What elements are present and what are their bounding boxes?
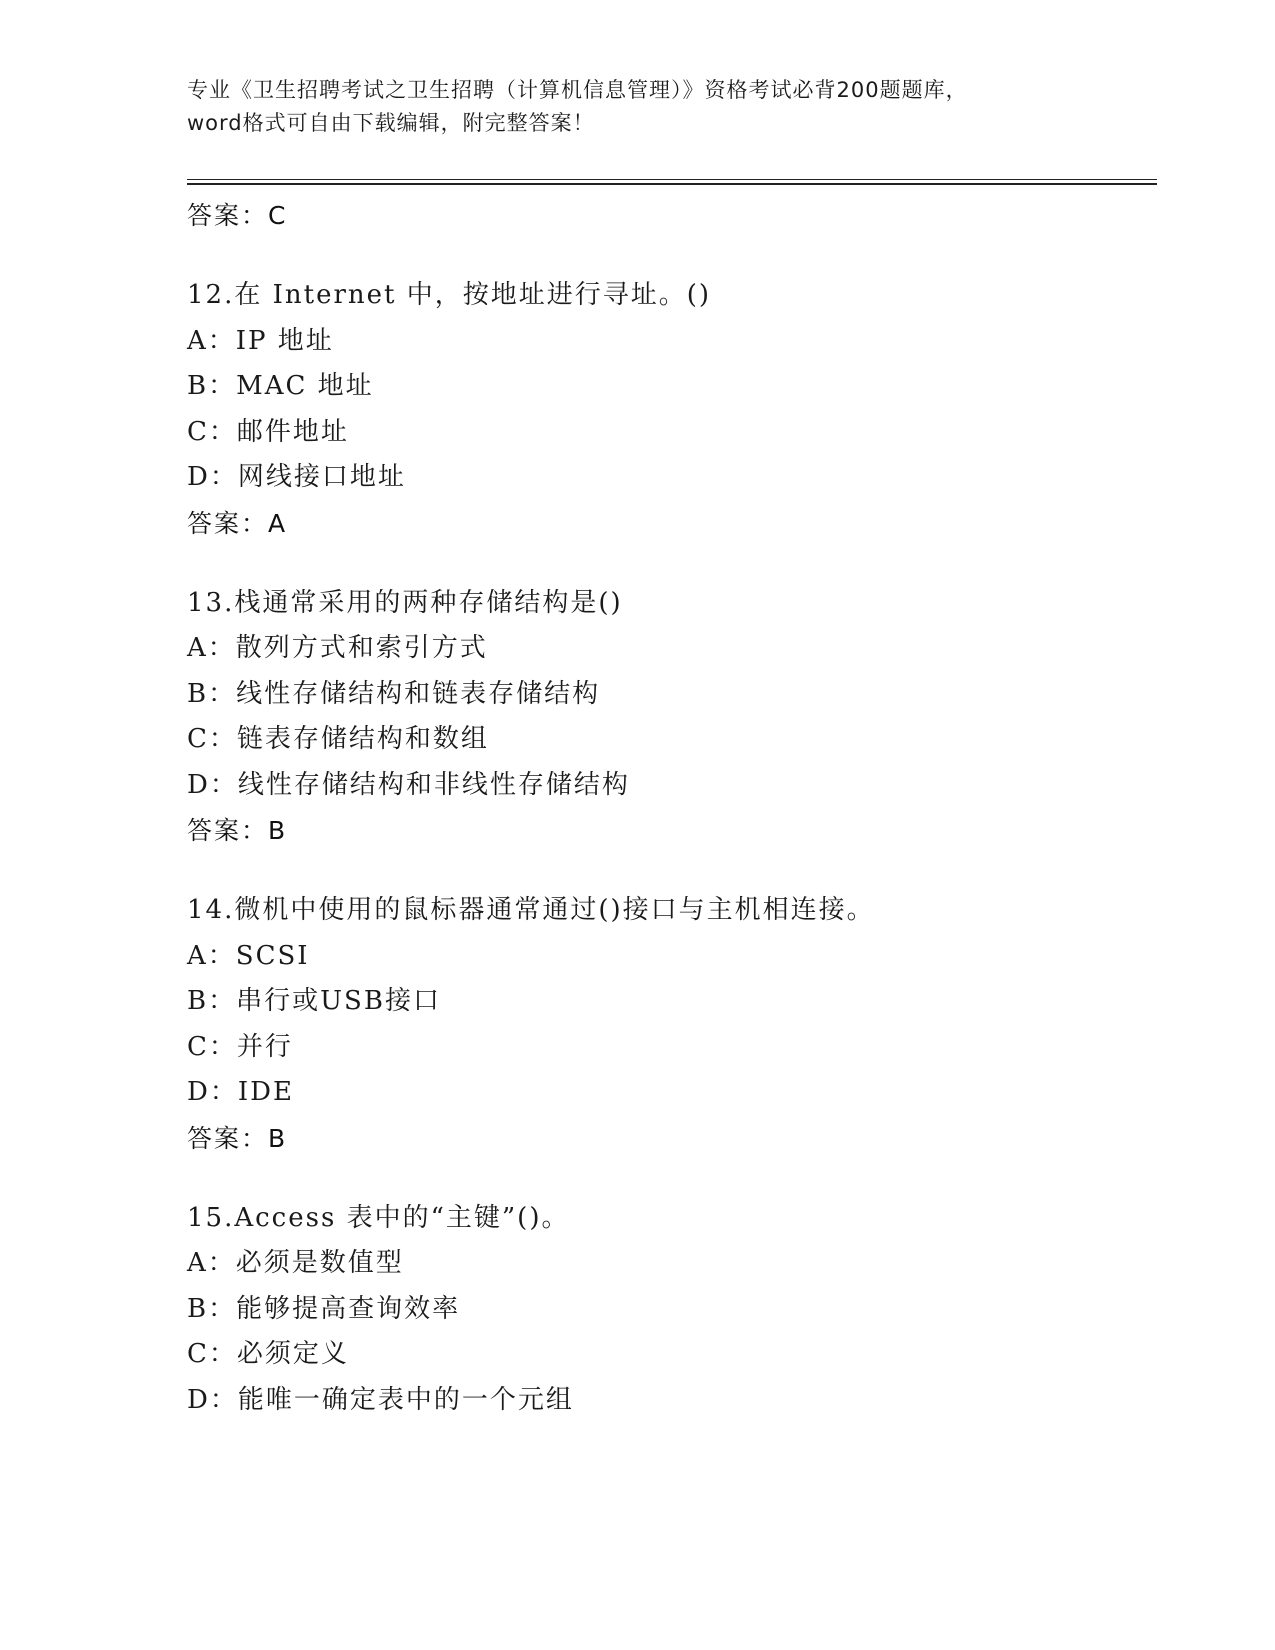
option-text: SCSI [235,940,310,971]
option-letter: C： [187,1031,237,1062]
option-letter: D： [187,1384,238,1415]
option-text: 并行 [236,1031,293,1062]
option-letter: D： [187,1077,238,1107]
option-line [187,410,1147,456]
option-text: 必须是数值型 [235,1248,404,1278]
answer-line: 答案：C [187,201,288,230]
option-letter: C： [187,724,237,754]
option-text: 能够提高查询效率 [236,1293,461,1324]
option-line [187,455,1147,501]
option-text: 串行或USB接口 [236,986,441,1016]
question-stem: 14.微机中使用的鼠标器通常通过()接口与主机相连接。 [187,895,875,925]
question-stem: 15.Access 表中的“主键”()。 [187,1202,570,1233]
option-text: 邮件地址 [236,416,349,447]
answer-line: 答案：B [187,816,288,845]
option-text: 链表存储结构和数组 [236,724,489,754]
option-text: 必须定义 [236,1339,349,1369]
option-line [187,672,1147,718]
option-line [187,319,1147,365]
question-stem: 12.在 Internet 中，按地址进行寻址。() [187,280,712,310]
option-line [187,1070,1147,1116]
option-text: MAC 地址 [236,371,374,401]
option-letter: A： [187,325,236,356]
option-letter: D： [187,462,238,492]
option-letter: A： [187,633,236,663]
header-line-2: word格式可自由下载编辑，附完整答案！ [187,111,595,135]
option-text: 能唯一确定表中的一个元组 [237,1384,574,1415]
question-stem: 13.栈通常采用的两种存储结构是() [187,587,623,618]
option-text: 线性存储结构和非线性存储结构 [237,769,630,800]
header-divider-thin [187,179,1157,180]
header-divider-thick [187,183,1157,185]
option-text: 散列方式和索引方式 [235,633,488,663]
option-letter: B： [187,986,237,1016]
header-line-1: 专业《卫生招聘考试之卫生招聘（计算机信息管理）》资格考试必背200题题库， [187,78,968,102]
option-letter: B： [187,678,237,709]
option-text: IDE [237,1077,294,1107]
option-line [187,1378,1147,1424]
option-text: IP 地址 [235,325,334,356]
question-list [187,193,1147,1423]
option-line [187,1025,1147,1071]
option-line [187,364,1147,410]
option-letter: D： [187,769,238,800]
option-line [187,934,1147,980]
option-letter: A： [187,940,236,971]
answer-line: 答案：A [187,508,288,538]
option-letter: B： [187,371,237,401]
option-text: 网线接口地址 [237,462,406,492]
option-letter: A： [187,1248,236,1278]
option-line [187,979,1147,1025]
option-letter: C： [187,416,237,447]
option-line [187,717,1147,763]
option-line [187,1241,1147,1287]
document-header [187,74,1087,140]
question-block [187,1196,1147,1424]
option-line [187,763,1147,809]
option-line [187,1332,1147,1378]
option-line [187,1287,1147,1333]
option-text: 线性存储结构和链表存储结构 [236,678,601,709]
answer-line: 答案：B [187,1123,288,1153]
question-block [187,888,1147,1162]
option-letter: C： [187,1339,237,1369]
question-block [187,273,1147,547]
option-line [187,626,1147,672]
question-block [187,581,1147,855]
option-letter: B： [187,1293,237,1324]
